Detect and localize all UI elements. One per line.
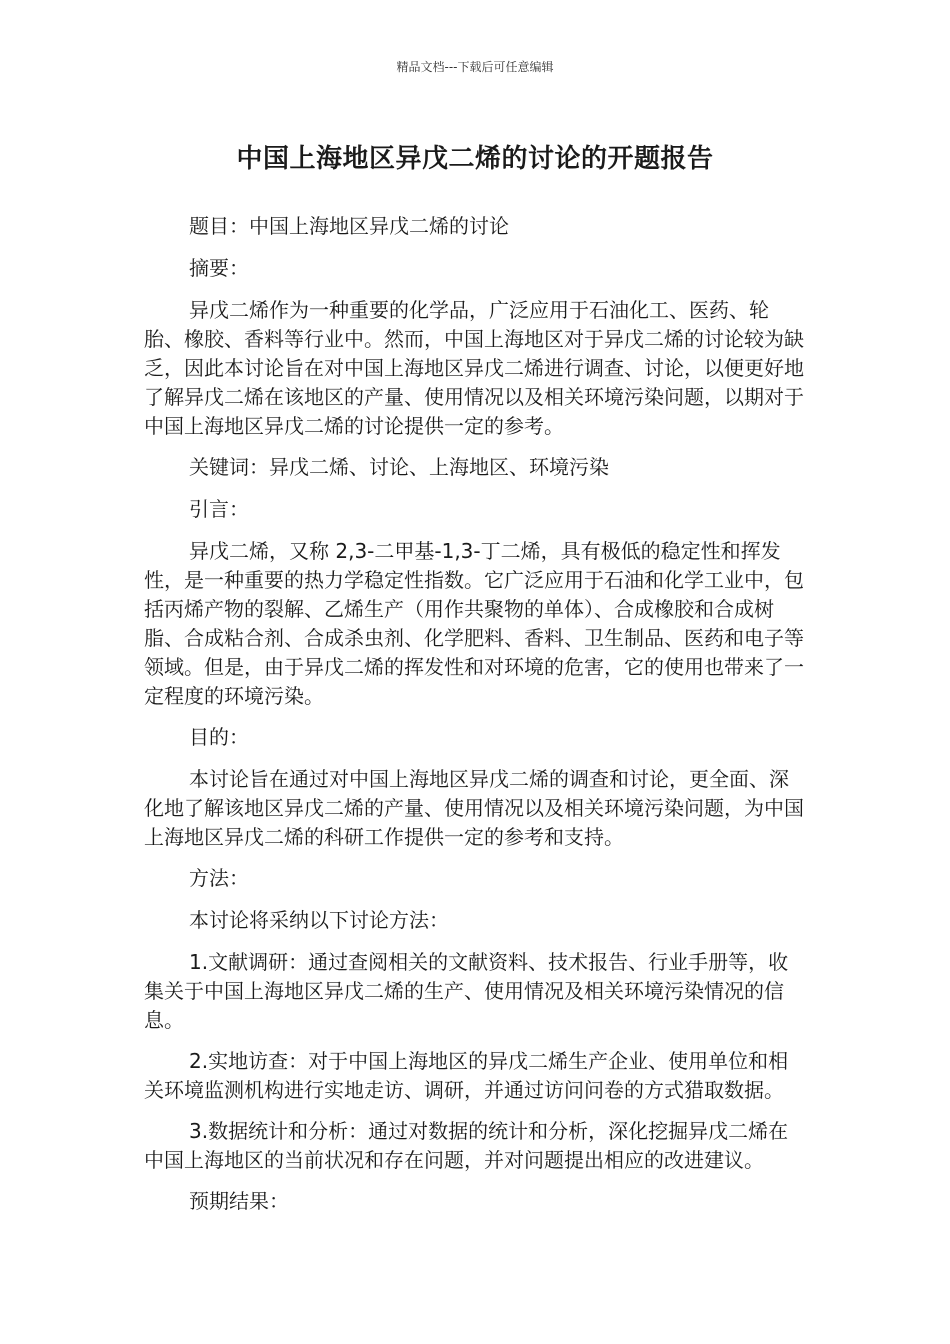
document-body — [144, 212, 806, 1229]
abstract-paragraph: 异戊二烯作为一种重要的化学品，广泛应用于石油化工、医药、轮胎、橡胶、香料等行业中。然而，中国上海地区对于异戊二烯的讨论较为缺乏，因此本讨论旨在对中国上海地区异戊二烯进行调查、讨论，以便更好地了解异戊二烯在该地区的产量、使用情况以及相关环境污染问题，以期对于中国上海地区异戊二烯的讨论提供一定的参考。 — [144, 298, 804, 438]
document-title: 中国上海地区异戊二烯的讨论的开题报告 — [236, 144, 714, 174]
methods-intro: 本讨论将采纳以下讨论方法： — [189, 908, 449, 932]
topic-line: 题目：中国上海地区异戊二烯的讨论 — [189, 214, 509, 238]
purpose-paragraph: 本讨论旨在通过对中国上海地区异戊二烯的调查和讨论，更全面、深化地了解该地区异戊二烯的产量、使用情况以及相关环境污染问题，为中国上海地区异戊二烯的科研工作提供一定的参考和支持。 — [144, 767, 804, 849]
introduction-paragraph: 异戊二烯，又称 2,3-二甲基-1,3-丁二烯，具有极低的稳定性和挥发性，是一种重要的热力学稳定性指数。它广泛应用于石油和化学工业中，包括丙烯产物的裂解、乙烯生产（用作共聚物的单体）、合成橡胶和合成树脂、合成粘合剂、合成杀虫剂、化学肥料、香料、卫生制品、医药和电子等领域。但是，由于异戊二烯的挥发性和对环境的危害，它的使用也带来了一定程度的环境污染。 — [144, 539, 804, 708]
method-item-literature: 1.文献调研：通过查阅相关的文献资料、技术报告、行业手册等，收集关于中国上海地区异戊二烯的生产、使用情况及相关环境污染情况的信息。 — [144, 950, 789, 1032]
method-item-statistics: 3.数据统计和分析：通过对数据的统计和分析，深化挖掘异戊二烯在中国上海地区的当前状况和存在问题，并对问题提出相应的改进建议。 — [144, 1119, 789, 1172]
introduction-heading: 引言： — [189, 497, 249, 521]
abstract-heading: 摘要： — [189, 256, 249, 280]
keywords-line: 关键词：异戊二烯、讨论、上海地区、环境污染 — [189, 455, 609, 479]
methods-heading: 方法： — [189, 866, 249, 890]
expected-results-heading: 预期结果： — [189, 1189, 289, 1213]
purpose-heading: 目的： — [189, 725, 249, 749]
method-item-field-visit: 2.实地访查：对于中国上海地区的异戊二烯生产企业、使用单位和相关环境监测机构进行实地走访、调研，并通过访问问卷的方式猎取数据。 — [144, 1049, 789, 1102]
page-header: 精品文档---下载后可任意编辑 — [396, 60, 554, 74]
